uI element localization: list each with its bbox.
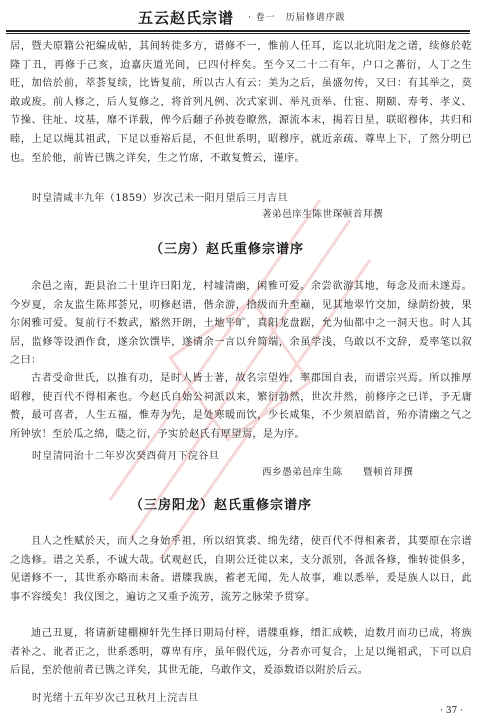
header-rule bbox=[6, 30, 470, 32]
section-title: （三房阳龙）赵氏重修宗谱序 bbox=[130, 498, 313, 513]
section-title: （三房）赵氏重修宗谱序 bbox=[150, 242, 305, 257]
preface-date: 时皇清咸丰九年（1859）岁次己未一阳月望后三月吉旦 bbox=[32, 193, 288, 204]
section-body: 古者受命世氏，以推有功，是时人皆士著，故名宗望姓，率郡国自表，而谱宗兴焉。所以推厚昭穆，使百代不得相紊也。今赵氏自始公祠派以来，繁衍勃然，世次井然，前修序之已详，予无庸赘，最可喜者，人生五福，惟寿为先，是处寒暖而饮，少长咸集，不少须眉皓首，殆亦清幽之气之所钟欤！至於瓜之绵，瓞之衍，予实於赵氏有厚望焉，是为序。 bbox=[10, 373, 472, 440]
preface-author: 著弟邑庠生陈世琛顿首拜撰 bbox=[262, 209, 384, 220]
preface-body-continued: 居，暨夫原籍公祀编成帖，其间转徙多方，谱修不一，惟前人任耳，迄以北坑阳龙之谱，续修於乾隆丁丑，再修于己亥，迨嘉庆道光间，已四付梓矣。至今又二十二有年，户口之蕃衍，人丁之生旺，加倍於前，萃荟复续，比皆复前，所以古人有云：美为之后，虽盛勿传，又曰：有其举之，莫敢或废。前人修之，后人复修之，将首列凡例、次式家训、举凡贡举、仕宦、期颐、寿考、孝义、节操、往址、坟基，靡不详载，俾今后翻子孙披卷瞭然，源流本末，揭若日星，联昭穆体，共归和睦，上足以绳其祖武，下足以垂裕后昆，不但世系明，昭穆序，就近亲疏、尊卑上下，了然分明已也。至於他，前皆已镌之详矣，生之竹席，不敢复赘云，谨序。 bbox=[10, 41, 472, 164]
section-body: 余邑之南，距县治二十里许曰阳龙，村墟清幽，闲雅可爱。余尝欲游其地，每念及而未遂焉。今岁夏，余友监生陈邦荟兄，叨修赵谱，偕余游，拾级而升至巅，见其地翠竹交加，绿荫纷披，果尔闲雅可爱。复前行不数武，豁然开朗，土地平旷，真阳龙盘踞，允为仙都中之一洞天也。时人其居，监修等设酒作食，遂余饮馔毕，遂请余一言以弁简端，余虽学浅，乌敢以不文辞，爰率笔以叙之曰： bbox=[10, 281, 472, 367]
chapter-subtitle: · 卷一 历届修谱序跋 bbox=[248, 13, 346, 23]
book-title: 五云赵氏宗谱 bbox=[138, 9, 235, 27]
section-author: 西乡愚弟邑庠生陈 暨顿首拜撰 bbox=[262, 467, 414, 478]
section-body: 迪己丑夏，将请新建棚柳轩先生择日期局付梓，谱牒重修，缙汇成帙，迨数月而功已成，将族者补之、讹者正之，世系悉明，尊卑有序，虽年假代远，分者亦可复合，上足以绳祖武，下可以启后昆，至於他前者已镌之详矣，其世无能，乌敢作文，爰添数语以附於后云。 bbox=[10, 628, 472, 677]
section-body: 且人之性赋於天，而人之身始乎祖，所以绍箕裘、绵先绪，使百代不得相紊者，其要原在宗谱之选修。谱之关系，不诚大哉。试观赵氏，自期公迁徙以来，支分派别，各派各修，惟转徙俱多，见谱修不一，其世系亦略而未备。谱牒我族，蓄老无闻，先人故事，难以悉举，爰是族人以日，此事不容缓矣！我仪图之，遍访之又重予流芳，流芳之脉荣予贯穿。 bbox=[10, 536, 472, 603]
section-date: 时皇清同治十二年岁次癸酉荷月下浣谷旦 bbox=[32, 451, 220, 462]
header-rule-thin bbox=[6, 33, 470, 34]
page-number: · 37 · bbox=[440, 706, 463, 716]
page-header bbox=[0, 0, 477, 32]
section-date: 时光绪十五年岁次己丑秋月上浣吉旦 bbox=[32, 693, 199, 704]
